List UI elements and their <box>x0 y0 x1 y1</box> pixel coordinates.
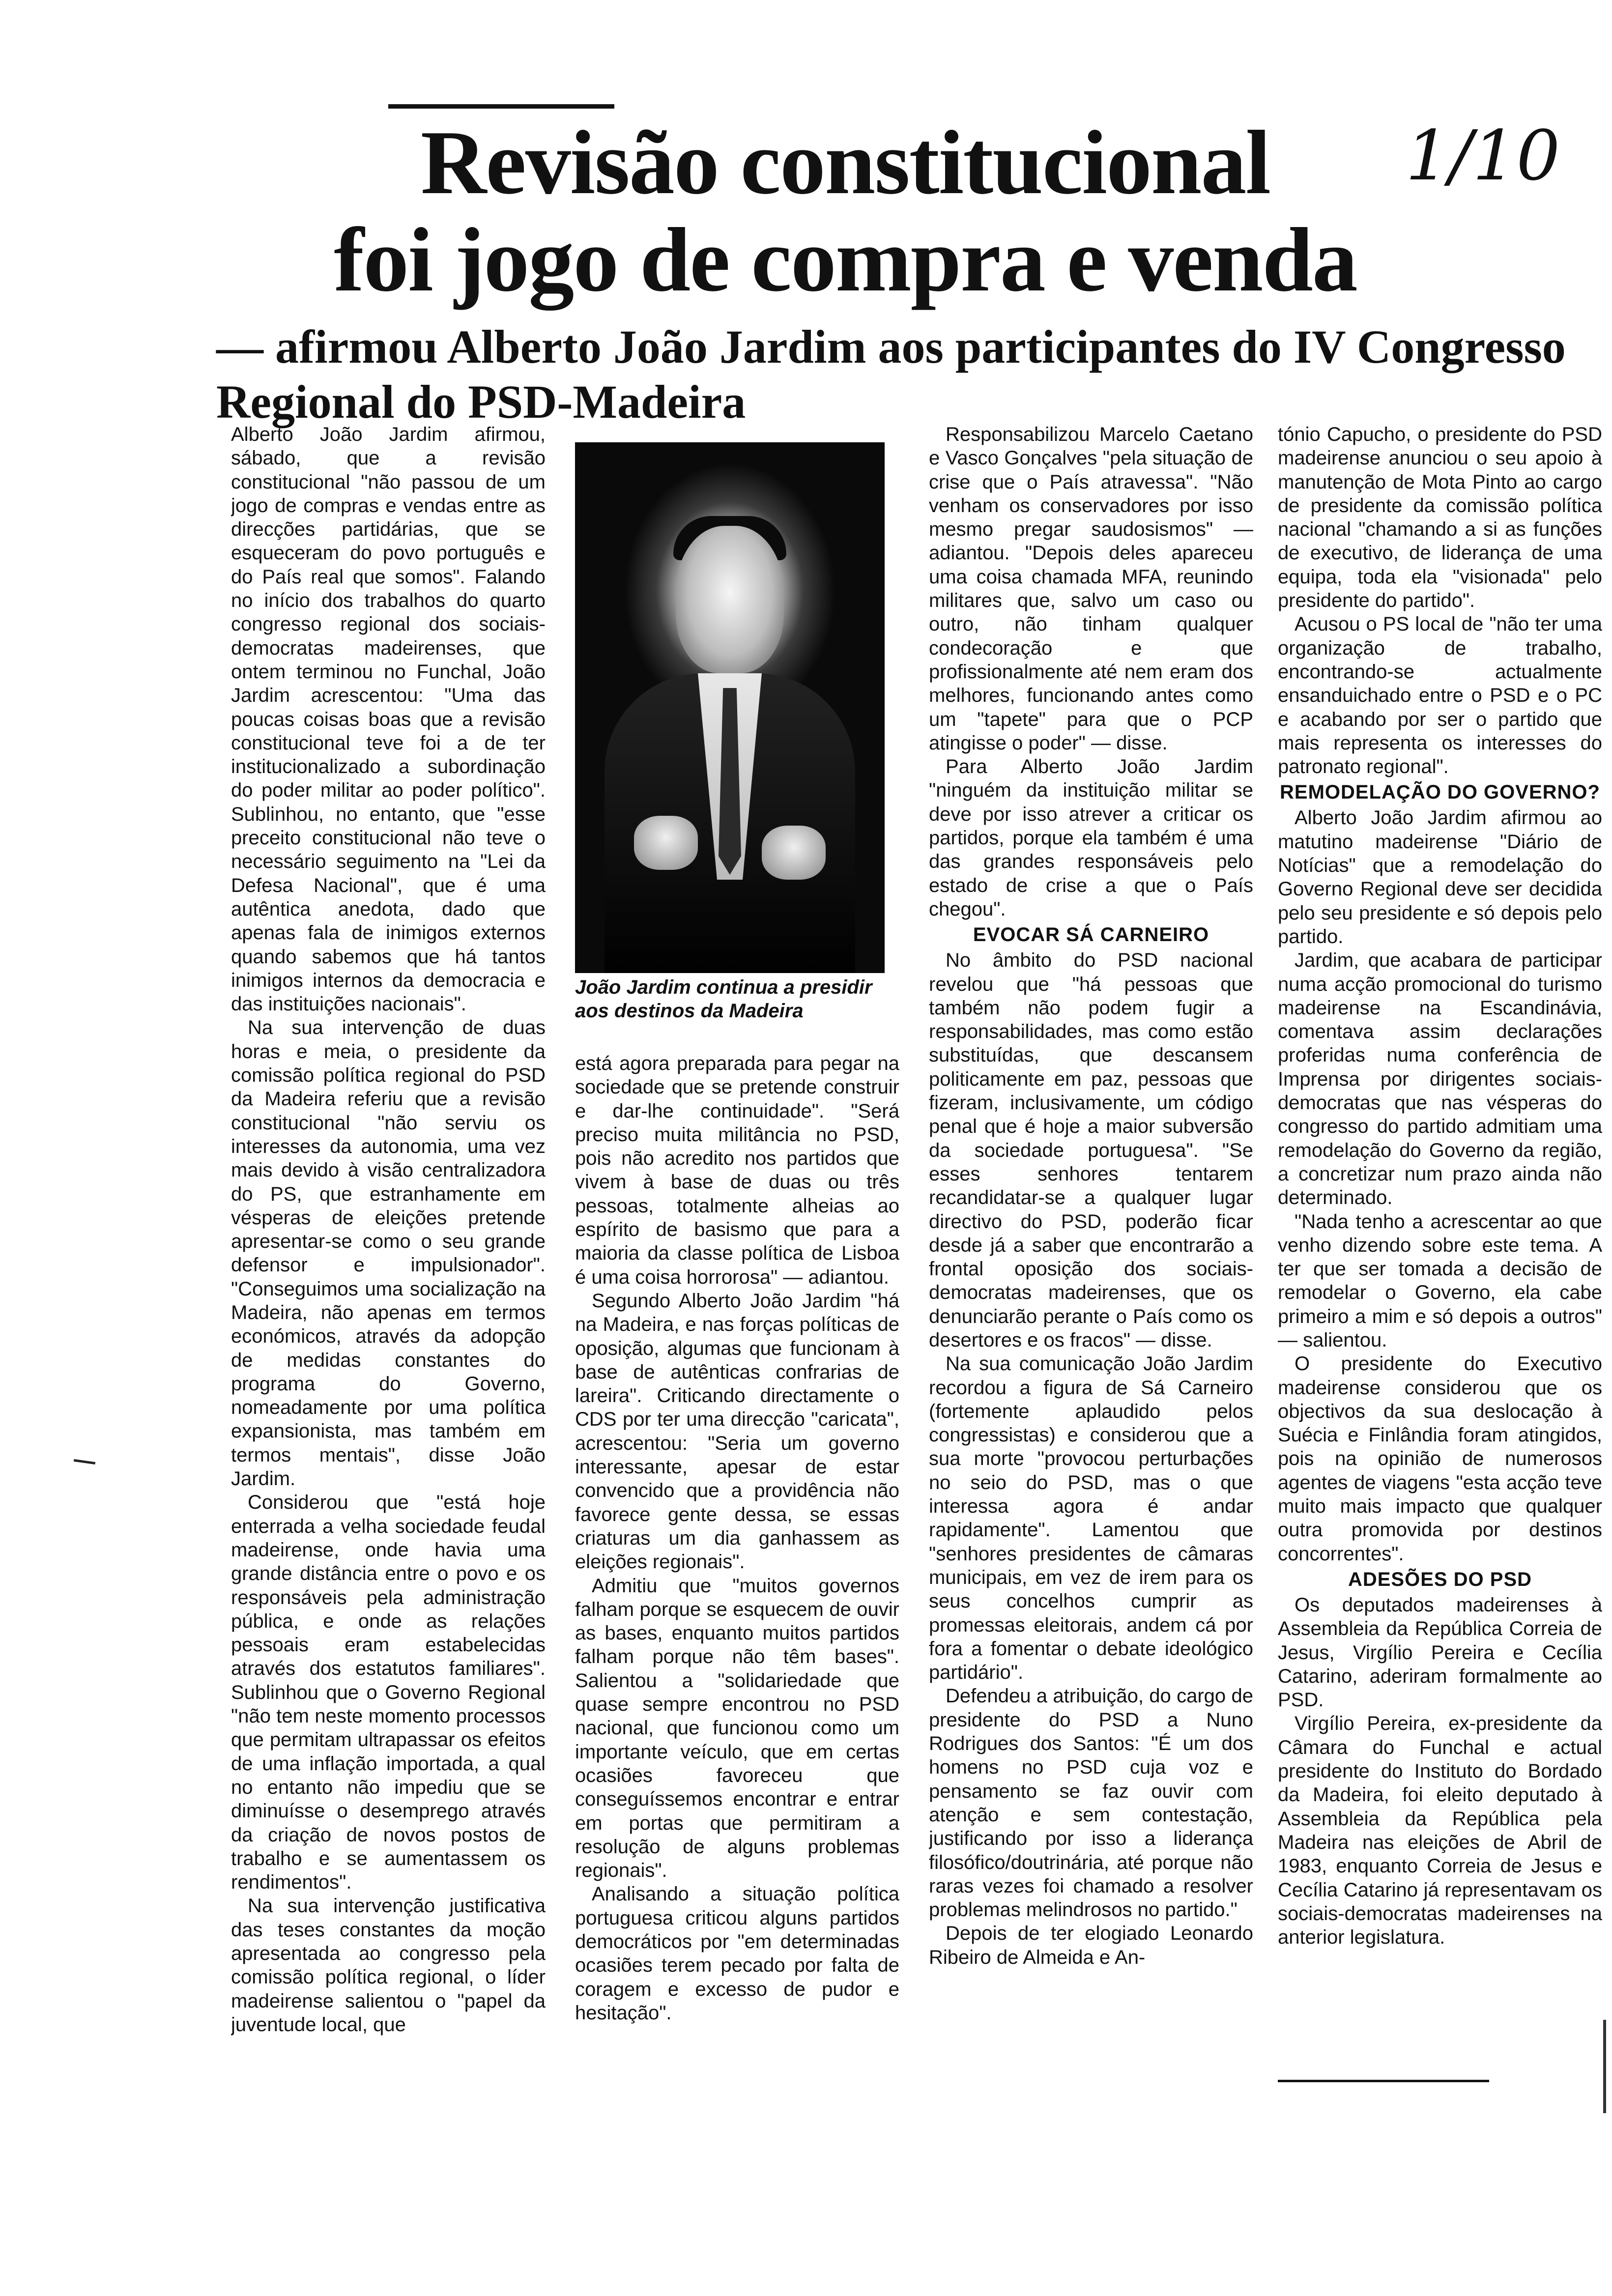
photo-caption: João Jardim continua a presidir aos destinos da Madeira <box>575 976 872 1022</box>
photo-face <box>676 526 784 673</box>
headline-line-1: Revisão constitucional <box>420 112 1270 213</box>
headline-line-2: foi jogo de compra e venda <box>334 209 1357 311</box>
top-rule <box>388 104 614 109</box>
paragraph: Defendeu a atribuição, do cargo de presidente do PSD a Nuno Rodrigues dos Santos: "É um dos homens no PSD cuja voz e pensamento se faz ouvir com atenção e sem contestação, justificando por isso a liderança filosófico/doutrinária, até porque não raras vezes foi chamado a resolver problemas melindrosos no partido." <box>929 1685 1253 1921</box>
section-heading: ADESÕES DO PSD <box>1348 1568 1532 1590</box>
section-heading: EVOCAR SÁ CARNEIRO <box>973 924 1209 946</box>
paragraph: está agora preparada para pegar na sociedade que se pretende construir e dar-lhe continuidade". "Será preciso muita militância no PSD, pois não acredito nos partidos que vivem à base de duas ou três pessoas, totalmente alheias ao espírito de basismo que para a maioria da classe política de Lisboa é uma coisa horrorosa" — adiantou. <box>575 1053 899 1288</box>
column-1 <box>231 423 546 2172</box>
margin-mark <box>74 1459 95 1464</box>
column-2 <box>575 1052 899 2177</box>
paragraph: Analisando a situação política portuguesa criticou alguns partidos democráticos por "em determinadas ocasiões terem pecado por falta de coragem e excesso de pudor e hesitação". <box>575 1883 899 2024</box>
paragraph: Na sua intervenção justificativa das teses constantes da moção apresentada ao congresso pela comissão política regional, o líder madeirense salientou o "papel da juventude local, que <box>231 1895 546 2036</box>
paragraph: Acusou o PS local de "não ter uma organização de trabalho, encontrando-se actualmente ensanduichado entre o PSD e o PC e acabando por ser o partido que mais representa os interesses do patronato regional". <box>1278 613 1602 778</box>
paragraph: Alberto João Jardim afirmou, sábado, que a revisão constitucional "não passou de um jogo de compras e vendas entre as direcções partidárias, que se esqueceram do povo português e do País real que somos". Falando no início dos trabalhos do quarto congresso regional dos sociais-democratas madeirenses, que ontem terminou no Funchal, João Jardim acrescentou: "Uma das poucas coisas boas que a revisão constitucional teve foi a de ter institucionalizado a subordinação do poder militar ao poder político". Sublinhou, no entanto, que "esse preceito constitucional não teve o necessário seguimento na "Lei da Defesa Nacional", que é uma autêntica anedota, dado que apenas fala de inimigos externos quando sabemos que há tantos inimigos internos da democracia e das instituições nacionais". <box>231 424 546 1015</box>
end-rule <box>1278 2080 1489 2082</box>
scan-edge-mark <box>1603 2020 1606 2113</box>
column-3 <box>929 423 1253 2172</box>
paragraph: Responsabilizou Marcelo Caetano e Vasco Gonçalves "pela situação de crise que o País atravessa". "Não venham os conservadores por isso mesmo pregar saudosismos" — adiantou. "Depois deles apareceu uma coisa chamada MFA, reunindo militares que, salvo um caso ou outro, não tinham qualquer condecoração e que profissionalmente até nem eram dos melhores, funcionando antes como um "tapete" para que o PCP atingisse o poder" — disse. <box>929 424 1253 754</box>
headline <box>295 114 1396 309</box>
paragraph: O presidente do Executivo madeirense considerou que os objectivos da sua deslocação à Suécia e Finlândia foram atingidos, pois na opinião de numerosos agentes de viagens "esta acção teve muito mais impacto que qualquer outra promovida por destinos concorrentes". <box>1278 1353 1602 1565</box>
portrait-photo <box>575 442 885 973</box>
paragraph: Alberto João Jardim afirmou ao matutino madeirense "Diário de Notícias" que a remodelação do Governo Regional deve ser decidida pelo seu presidente e só depois pelo partido. <box>1278 807 1602 947</box>
paragraph: "Nada tenho a acrescentar ao que venho dizendo sobre este tema. A ter que ser tomada a decisão de remodelar o Governo, ela cabe primeiro a mim e só depois a outros" — salientou. <box>1278 1210 1602 1351</box>
section-heading: REMODELAÇÃO DO GOVERNO? <box>1280 781 1600 804</box>
paragraph: Na sua intervenção de duas horas e meia, o presidente da comissão política regional do PSD da Madeira referiu que a revisão constitucional "não serviu os interesses da autonomia, uma vez mais devido à visão centralizadora do PS, que estranhamente em vésperas de eleições pretende apresentar-se como o seu grande defensor e impulsionador". "Conseguimos uma socialização na Madeira, não apenas em termos económicos, através da adopção de medidas constantes do programa do Governo, nomeadamente por uma política expansionista, mas também em termos mentais", disse João Jardim. <box>231 1017 546 1490</box>
column-4 <box>1278 423 1602 2074</box>
paragraph: Depois de ter elogiado Leonardo Ribeiro de Almeida e An- <box>929 1923 1253 1968</box>
paragraph: No âmbito do PSD nacional revelou que "há pessoas que também não podem fugir a responsabilidades, mas como estão substituídas, que descansem politicamente em paz, pessoas que fizeram, inclusivamente, um código penal que é hoje a maior subversão da sociedade portuguesa". "Se esses senhores tentarem recandidatar-se a qualquer lugar directivo do PSD, poderão ficar desde já a saber que encontrarão a frontal oposição dos sociais-democratas madeirenses, que os denunciarão perante o País como os desertores e os fracos" — disse. <box>929 949 1253 1351</box>
photo-hand-left <box>634 816 698 870</box>
paragraph: Virgílio Pereira, ex-presidente da Câmara do Funchal e actual presidente do Instituto do Bordado da Madeira, foi eleito deputado à Assembleia da República pela Madeira nas eleições de Abril de 1983, enquanto Correia de Jesus e Cecília Catarino já representavam os sociais-democratas madeirenses na anterior legislatura. <box>1278 1713 1602 1949</box>
handwritten-note: 1/10 <box>1406 116 1560 196</box>
paragraph: Jardim, que acabara de participar numa acção promocional do turismo madeirense na Escandinávia, comentava assim declarações proferidas numa conferência de Imprensa por dirigentes sociais-democratas que nas vésperas do congresso do partido admitiam uma remodelação do Governo da região, a concretizar num prazo ainda não determinado. <box>1278 949 1602 1209</box>
paragraph: Os deputados madeirenses à Assembleia da República Correia de Jesus, Virgílio Pereira e Cecília Catarino, aderiram formalmente ao PSD. <box>1278 1594 1602 1711</box>
paragraph: Considerou que "está hoje enterrada a velha sociedade feudal madeirense, onde havia uma grande distância entre o povo e os responsáveis pela administração pública, e onde as relações pessoais eram estabelecidas através dos estatutos familiares". Sublinhou que o Governo Regional "não tem neste momento processos que permitam ultrapassar os efeitos de uma inflação importada, a qual no entanto não impediu que se diminuísse o desemprego através da criação de novos postos de trabalho e se aumentassem os rendimentos". <box>231 1492 546 1894</box>
photo-hand-right <box>762 826 826 880</box>
paragraph: Segundo Alberto João Jardim "há na Madeira, e nas forças políticas de oposição, algumas que funcionam à base de autênticas confrarias de lareira". Criticando directamente o CDS por ter uma direcção "caricata", acrescentou: "Seria um governo interessante, apesar de estar convencido que a providência não favorece gente dessa, se essas criaturas um dia ganhassem as eleições regionais". <box>575 1290 899 1573</box>
paragraph: Na sua comunicação João Jardim recordou a figura de Sá Carneiro (fortemente aplaudido pelos congressistas) e considerou que a sua morte "provocou perturbações no seio do PSD, mas o que interessa agora é andar rapidamente". Lamentou que "senhores presidentes de câmaras municipais, em vez de irem para os seus concelhos cumprir as promessas eleitorais, andem cá por fora a fomentar o debate ideológico partidário". <box>929 1353 1253 1684</box>
paragraph: Para Alberto João Jardim "ninguém da instituição militar se deve por isso atrever a criticar os partidos, porque ela também é uma das grandes responsáveis pelo estado de crise a que o País chegou". <box>929 756 1253 920</box>
paragraph: tónio Capucho, o presidente do PSD madeirense anunciou o seu apoio à manutenção de Mota Pinto ao cargo de presidente da comissão política nacional "chamando a si as funções de executivo, de liderança de uma equipa, toda ela "visionada" pelo presidente do partido". <box>1278 424 1602 612</box>
paragraph: Admitiu que "muitos governos falham porque se esquecem de ouvir as bases, enquanto muitos partidos falham porque não têm bases". Salientou a "solidariedade que quase sempre encontrou no PSD nacional, que funcionou como um importante veículo, que em certas ocasiões favoreceu que conseguíssemos encontrar e entrar em portas que permitiram a resolução de alguns problemas regionais". <box>575 1575 899 1882</box>
subheadline: — afirmou Alberto João Jardim aos participantes do IV Congresso Regional do PSD-Madeira <box>216 320 1566 428</box>
